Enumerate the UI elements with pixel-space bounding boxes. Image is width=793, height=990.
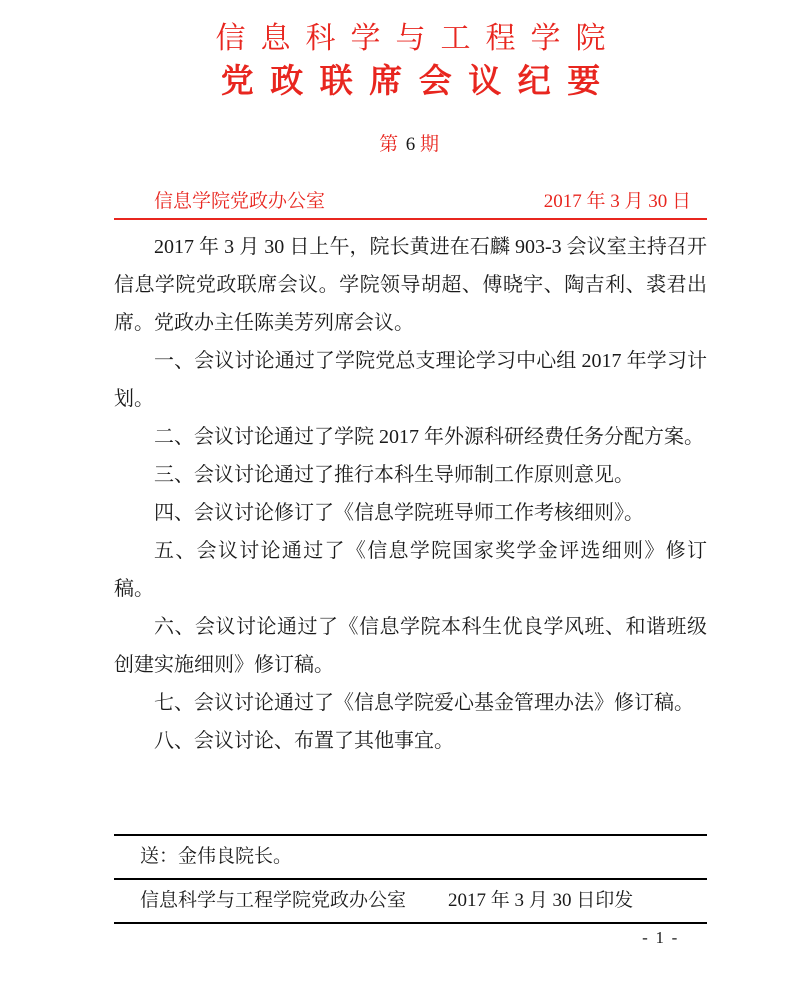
page-number: - 1 - [642, 928, 679, 947]
issue-suffix: 期 [420, 134, 442, 155]
distribution-line: 送：金伟良院长。 [140, 846, 293, 867]
issue-prefix: 第 [379, 134, 401, 155]
paragraph-item-8: 八、会议讨论、布置了其他事宜。 [154, 730, 454, 752]
paragraph-item-6: 六、会议讨论通过了《信息学院本科生优良学风班、和谐班级创建实施细则》修订稿。 [114, 616, 707, 676]
issue-line [114, 132, 707, 158]
body-text [114, 228, 707, 760]
issuer-line [114, 880, 707, 922]
doc-title: 党政联席会议纪要 [220, 64, 617, 100]
paragraph-item-3: 三、会议讨论通过了推行本科生导师制工作原则意见。 [154, 464, 634, 486]
paragraph-item-2: 二、会议讨论通过了学院 2017 年外源科研经费任务分配方案。 [154, 426, 704, 448]
paragraph-item-1: 一、会议讨论通过了学院党总支理论学习中心组 2017 年学习计划。 [114, 350, 707, 410]
issuer-office: 信息科学与工程学院党政办公室 [140, 890, 407, 911]
org-title: 信息科学与工程学院 [215, 22, 621, 55]
masthead [114, 188, 707, 220]
paragraph-intro: 2017 年 3 月 30 日上午，院长黄进在石麟 903-3 会议室主持召开信息学院党政联席会议。学院领导胡超、傅晓宇、陶吉利、裘君出席。党政办主任陈美芳列席会议。 [114, 236, 707, 334]
masthead-date: 2017 年 3 月 30 日 [543, 191, 691, 212]
document-content [114, 0, 707, 948]
paragraph-item-5: 五、会议讨论通过了《信息学院国家奖学金评选细则》修订稿。 [114, 540, 707, 600]
print-date: 2017 年 3 月 30 日印发 [448, 890, 634, 911]
issuing-office: 信息学院党政办公室 [154, 191, 326, 212]
paragraph-item-4: 四、会议讨论修订了《信息学院班导师工作考核细则》。 [154, 502, 644, 524]
issue-number: 6 [405, 134, 416, 155]
paragraph-item-7: 七、会议讨论通过了《信息学院爱心基金管理办法》修订稿。 [154, 692, 694, 714]
document-footer [114, 834, 707, 948]
